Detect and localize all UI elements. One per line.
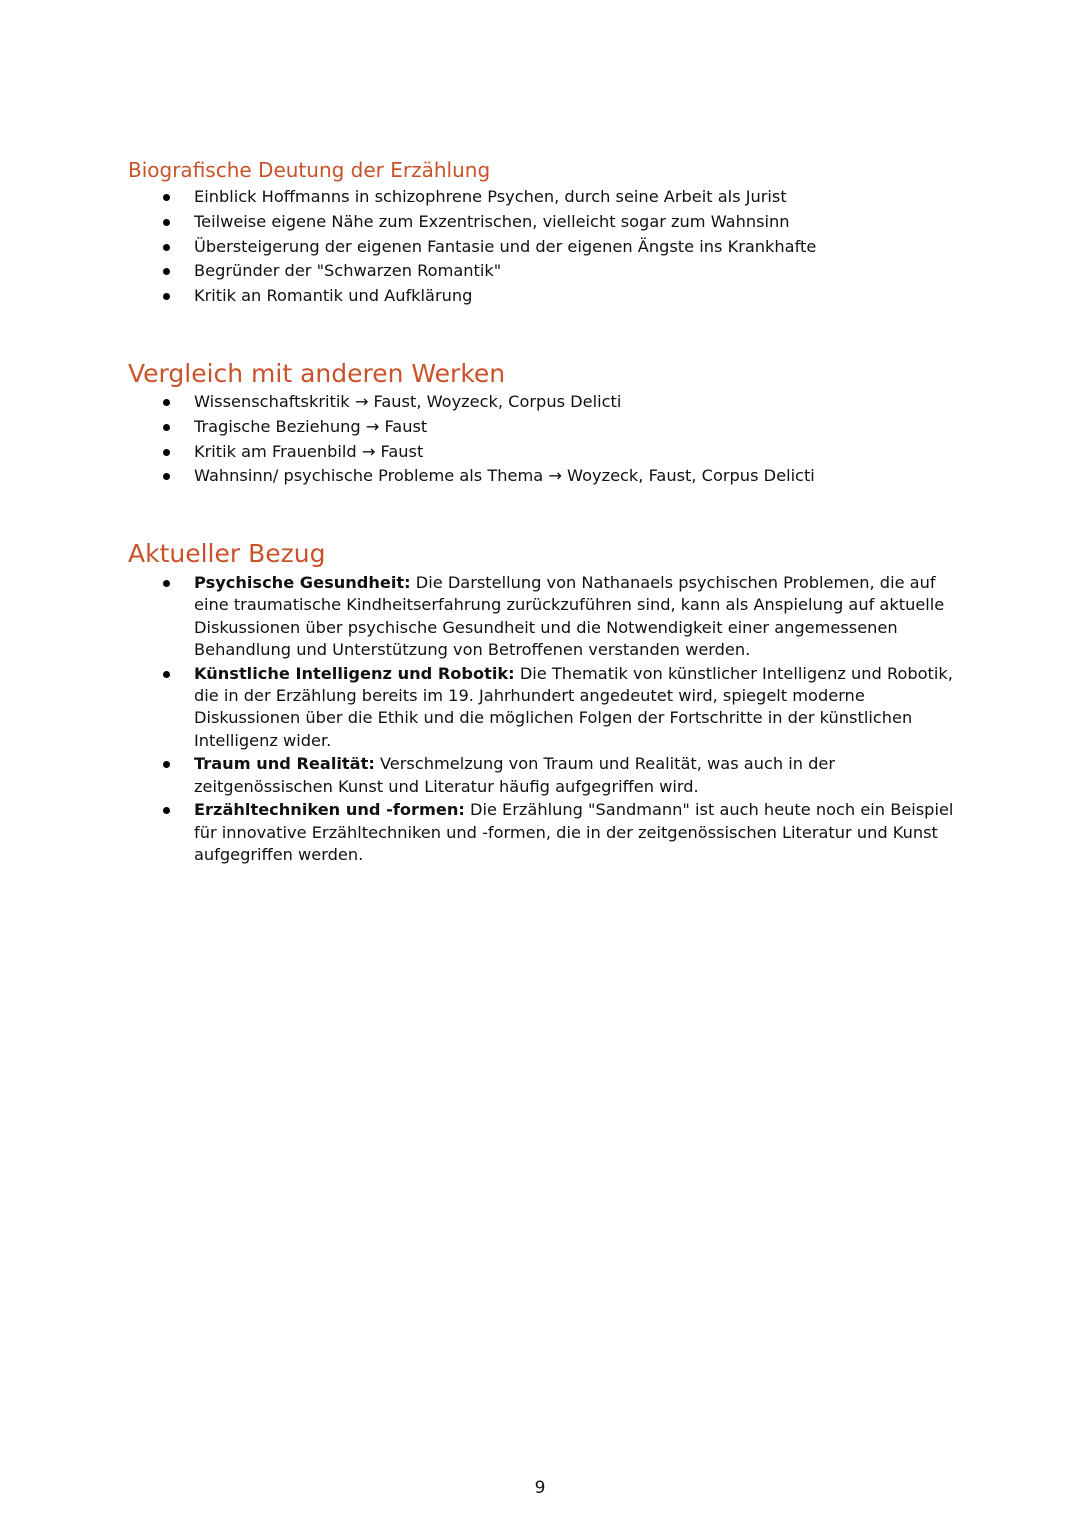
list-item [128, 572, 958, 661]
list-item-text: Begründer der "Schwarzen Romantik" [194, 261, 502, 281]
list-item-text: Die Thematik von künstlicher Intelligenz und Robotik, die in der Erzählung bereits im 19. Jahrhundert angedeutet wird, spiegelt moderne Diskussionen über die Ethik und die möglichen Folgen der Fortschritte in der künstlichen Intelligenz wider. [194, 663, 953, 750]
bullet-icon [163, 580, 170, 587]
list-item-text: Einblick Hoffmanns in schizophrene Psychen, durch seine Arbeit als Jurist [194, 187, 787, 206]
list-item [128, 210, 958, 235]
bullet-list [128, 572, 958, 866]
bullet-list [128, 390, 958, 489]
bullet-icon [163, 473, 170, 480]
list-item [128, 753, 958, 798]
bullet-list [128, 185, 958, 309]
list-item-text: Die Darstellung von Nathanaels psychischen Problemen, die auf eine traumatische Kindheitserfahrung zurückzuführen sind, kann als Anspielung auf aktuelle Diskussionen über psychische Gesundheit und die Notwendigkeit einer angemessenen Behandlung und Unterstützung von Betroffenen verstanden werden. [194, 573, 945, 659]
list-item-text: Verschmelzung von Traum und Realität, was auch in der zeitgenössischen Kunst und Literatur häufig aufgegriffen wird. [194, 754, 836, 796]
list-item [128, 799, 958, 866]
page-number: 9 [534, 1478, 546, 1498]
list-item [128, 235, 958, 260]
list-item [128, 284, 958, 309]
section-heading: Biografische Deutung der Erzählung [128, 158, 491, 182]
bullet-icon [163, 194, 170, 201]
list-item [128, 259, 958, 284]
bullet-icon [163, 671, 170, 678]
list-item-term: Künstliche Intelligenz und Robotik: [194, 663, 515, 683]
list-item-text: Kritik am Frauenbild → Faust [194, 441, 424, 461]
section-aktueller-bezug [128, 538, 958, 868]
bullet-icon [163, 399, 170, 406]
section-heading: Aktueller Bezug [128, 539, 326, 568]
bullet-icon [163, 807, 170, 814]
list-item-text: Tragische Beziehung → Faust [194, 416, 428, 436]
section-vergleich [128, 358, 958, 489]
bullet-icon [163, 219, 170, 226]
list-item [128, 390, 958, 415]
bullet-icon [163, 244, 170, 251]
list-item-term: Psychische Gesundheit: [194, 573, 411, 592]
list-item-text: Wahnsinn/ psychische Probleme als Thema → Woyzeck, Faust, Corpus Delicti [194, 466, 815, 486]
list-item [128, 415, 958, 440]
list-item-text: Die Erzählung "Sandmann" ist auch heute noch ein Beispiel für innovative Erzähltechniken und -formen, die in der zeitgenössischen Literatur und Kunst aufgegriffen werden. [194, 800, 954, 865]
bullet-icon [163, 424, 170, 431]
list-item-text: Übersteigerung der eigenen Fantasie und der eigenen Ängste ins Krankhafte [194, 236, 817, 256]
list-item [128, 464, 958, 489]
list-item-text: Kritik an Romantik und Aufklärung [194, 286, 473, 306]
list-item [128, 440, 958, 465]
section-heading: Vergleich mit anderen Werken [128, 359, 506, 388]
list-item-term: Erzähltechniken und -formen: [194, 800, 465, 820]
bullet-icon [163, 761, 170, 768]
bullet-icon [163, 268, 170, 275]
list-item-term: Traum und Realität: [194, 754, 375, 774]
section-biografische-deutung [128, 157, 958, 309]
list-item [128, 185, 958, 210]
list-item-text: Wissenschaftskritik → Faust, Woyzeck, Corpus Delicti [194, 392, 622, 411]
list-item-text: Teilweise eigene Nähe zum Exzentrischen, vielleicht sogar zum Wahnsinn [194, 211, 790, 231]
bullet-icon [163, 449, 170, 456]
list-item [128, 663, 958, 752]
bullet-icon [163, 293, 170, 300]
